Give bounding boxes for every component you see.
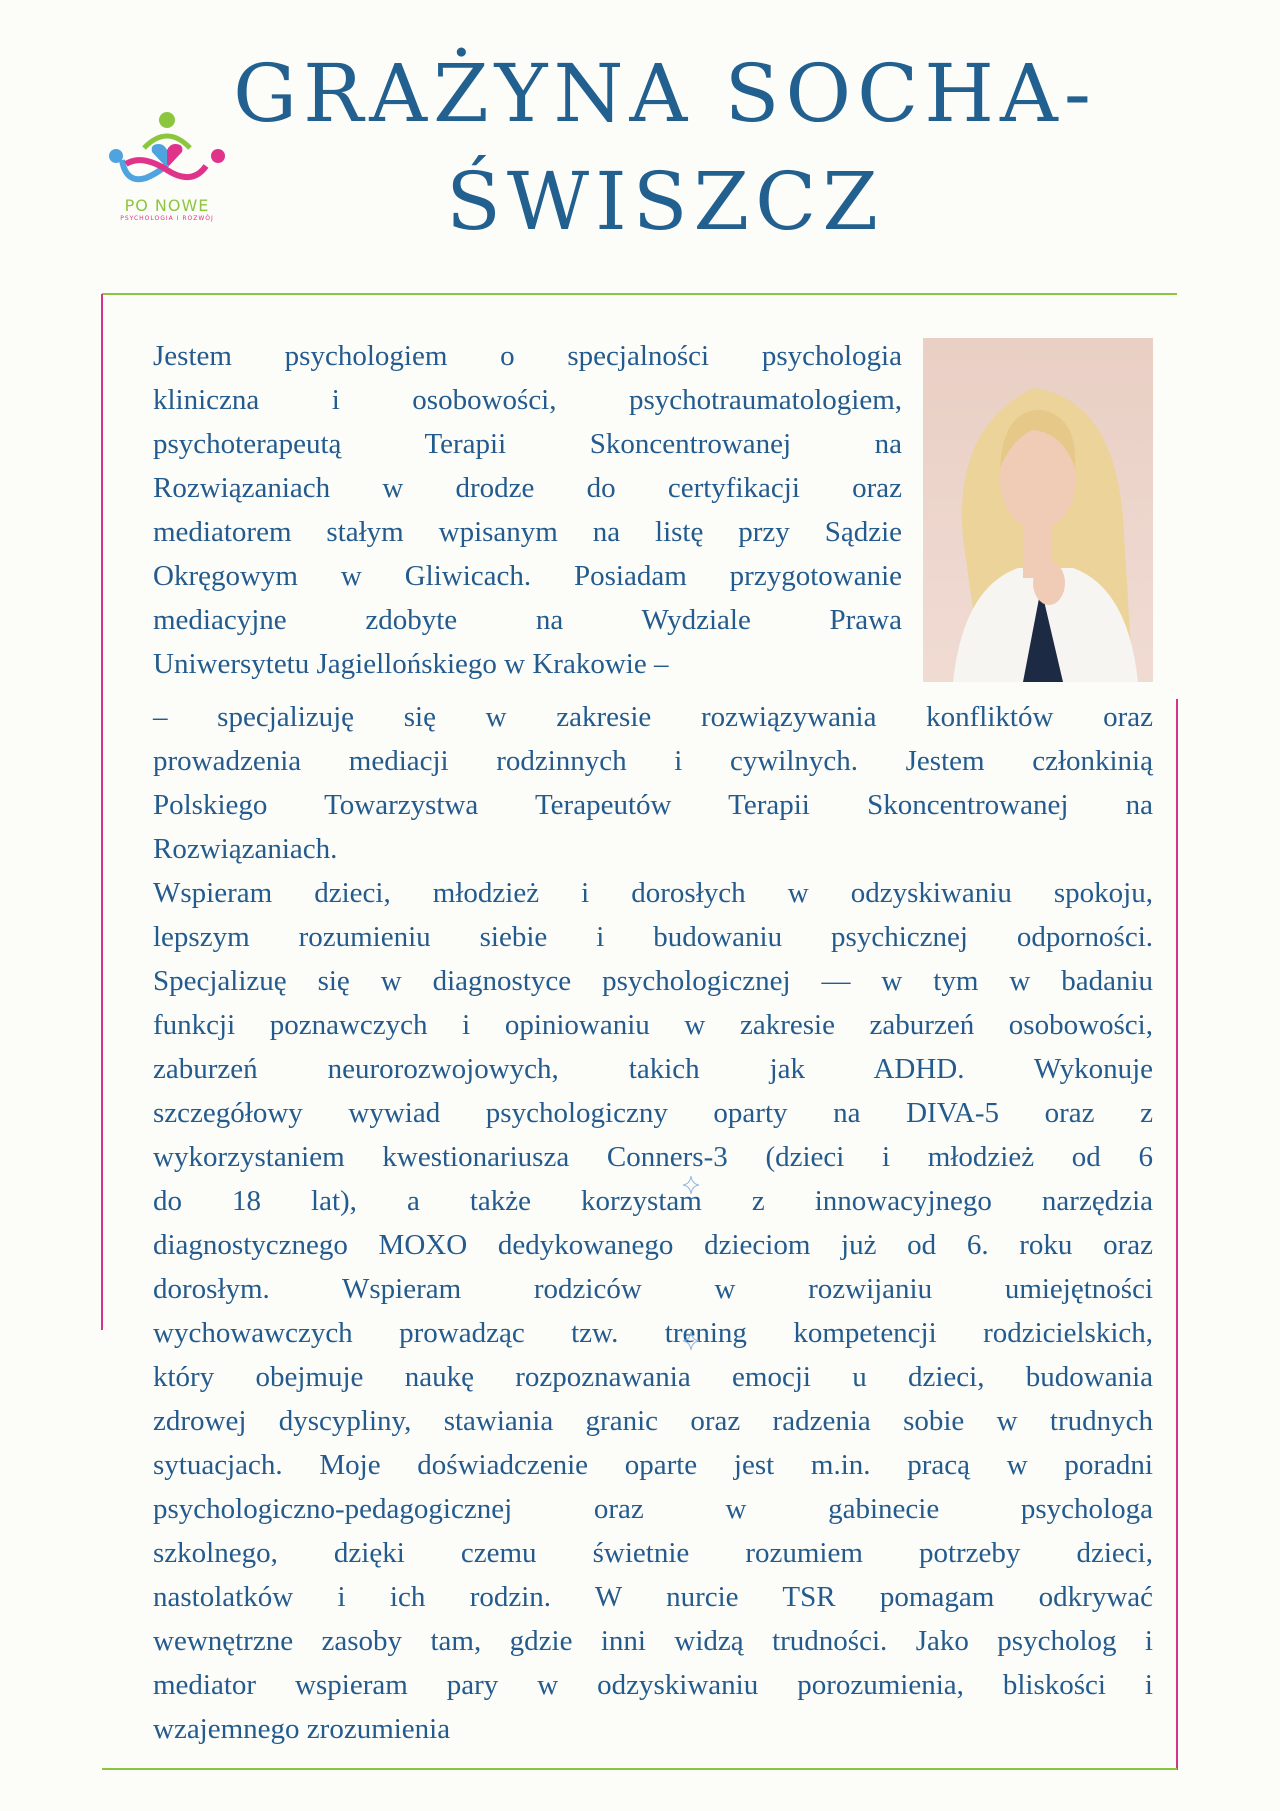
bio-line: funkcji poznawczych i opiniowaniu w zakresie zaburzeń osobowości, [153, 1009, 1153, 1041]
sparkle-icon [683, 1332, 699, 1350]
bio-line: nastolatków i ich rodzin. W nurcie TSR pomagam odkrywać [153, 1581, 1153, 1613]
profile-photo [923, 338, 1153, 682]
bio-line: psychologiczno-pedagogicznej oraz w gabinecie psychologa [153, 1493, 1153, 1525]
bio-line: diagnostycznego MOXO dedykowanego dzieciom już od 6. roku oraz [153, 1229, 1153, 1261]
bio-line: – specjalizuję się w zakresie rozwiązywania konfliktów oraz [153, 701, 1153, 733]
bio-line: Okręgowym w Gliwicach. Posiadam przygotowanie [153, 560, 902, 592]
frame-bottom-divider [102, 1768, 1177, 1770]
bio-line: Polskiego Towarzystwa Terapeutów Terapii Skoncentrowanej na [153, 789, 1153, 821]
logo [102, 106, 232, 226]
bio-line: wewnętrzne zasoby tam, gdzie inni widzą trudności. Jako psycholog i [153, 1625, 1153, 1657]
bio-line: dorosłym. Wspieram rodziców w rozwijaniu umiejętności [153, 1273, 1153, 1305]
frame-top-divider [102, 293, 1177, 295]
bio-line: szczegółowy wywiad psychologiczny oparty na DIVA-5 oraz z [153, 1097, 1153, 1129]
bio-line: wzajemnego zrozumienia [153, 1713, 451, 1745]
sparkle-icon [683, 1176, 699, 1194]
bio-line: szkolnego, dzięki czemu świetnie rozumiem potrzeby dzieci, [153, 1537, 1153, 1569]
bio-line: który obejmuje naukę rozpoznawania emocji u dzieci, budowania [153, 1361, 1153, 1393]
bio-line: do 18 lat), a także korzystam z innowacyjnego narzędzia [153, 1185, 1153, 1217]
bio-line: lepszym rozumieniu siebie i budowaniu psychicznej odporności. [153, 921, 1153, 953]
bio-line: zdrowej dyscypliny, stawiania granic oraz radzenia sobie w trudnych [153, 1405, 1153, 1437]
logo-name: PO NOWE [124, 196, 210, 215]
bio-line: psychoterapeutą Terapii Skoncentrowanej na [153, 428, 902, 460]
bio-line: prowadzenia mediacji rodzinnych i cywilnych. Jestem członkinią [153, 745, 1153, 777]
bio-line: mediatorem stałym wpisanym na listę przy Sądzie [153, 516, 902, 548]
page-title-line-2: ŚWISZCZ [446, 155, 884, 248]
bio-line: mediacyjne zdobyte na Wydziale Prawa [153, 604, 902, 636]
bio-line: Jestem psychologiem o specjalności psychologia [153, 340, 902, 372]
bio-line: zaburzeń neurorozwojowych, takich jak ADHD. Wykonuje [153, 1053, 1153, 1085]
bio-line: mediator wspieram pary w odzyskiwaniu porozumienia, bliskości i [153, 1669, 1153, 1701]
bio-line: Rozwiązaniach. [153, 833, 338, 865]
logo-subtitle: PSYCHOLOGIA I ROZWÓJ [120, 215, 214, 222]
bio-line: Rozwiązaniach w drodze do certyfikacji oraz [153, 472, 902, 504]
bio-line: Specjalizuę się w diagnostyce psychologicznej — w tym w badaniu [153, 965, 1153, 997]
bio-line: wykorzystaniem kwestionariusza Conners-3 (dzieci i młodzież od 6 [153, 1141, 1153, 1173]
bio-line: Uniwersytetu Jagiellońskiego w Krakowie – [153, 648, 669, 680]
bio-paragraph-1 [153, 334, 902, 686]
bio-line: Wspieram dzieci, młodzież i dorosłych w odzyskiwaniu spokoju, [153, 877, 1153, 909]
frame-left-border [101, 294, 103, 1330]
frame-right-border [1176, 699, 1178, 1770]
bio-line: sytuacjach. Moje doświadczenie oparte jest m.in. pracą w poradni [153, 1449, 1153, 1481]
bio-line: wychowawczych prowadząc tzw. trening kompetencji rodzicielskich, [153, 1317, 1153, 1349]
page-title-line-1: GRAŻYNA SOCHA- [233, 47, 1097, 140]
bio-paragraph-2 [153, 695, 1153, 1751]
logo-mark-icon [102, 106, 232, 198]
bio-line: kliniczna i osobowości, psychotraumatologiem, [153, 384, 902, 416]
